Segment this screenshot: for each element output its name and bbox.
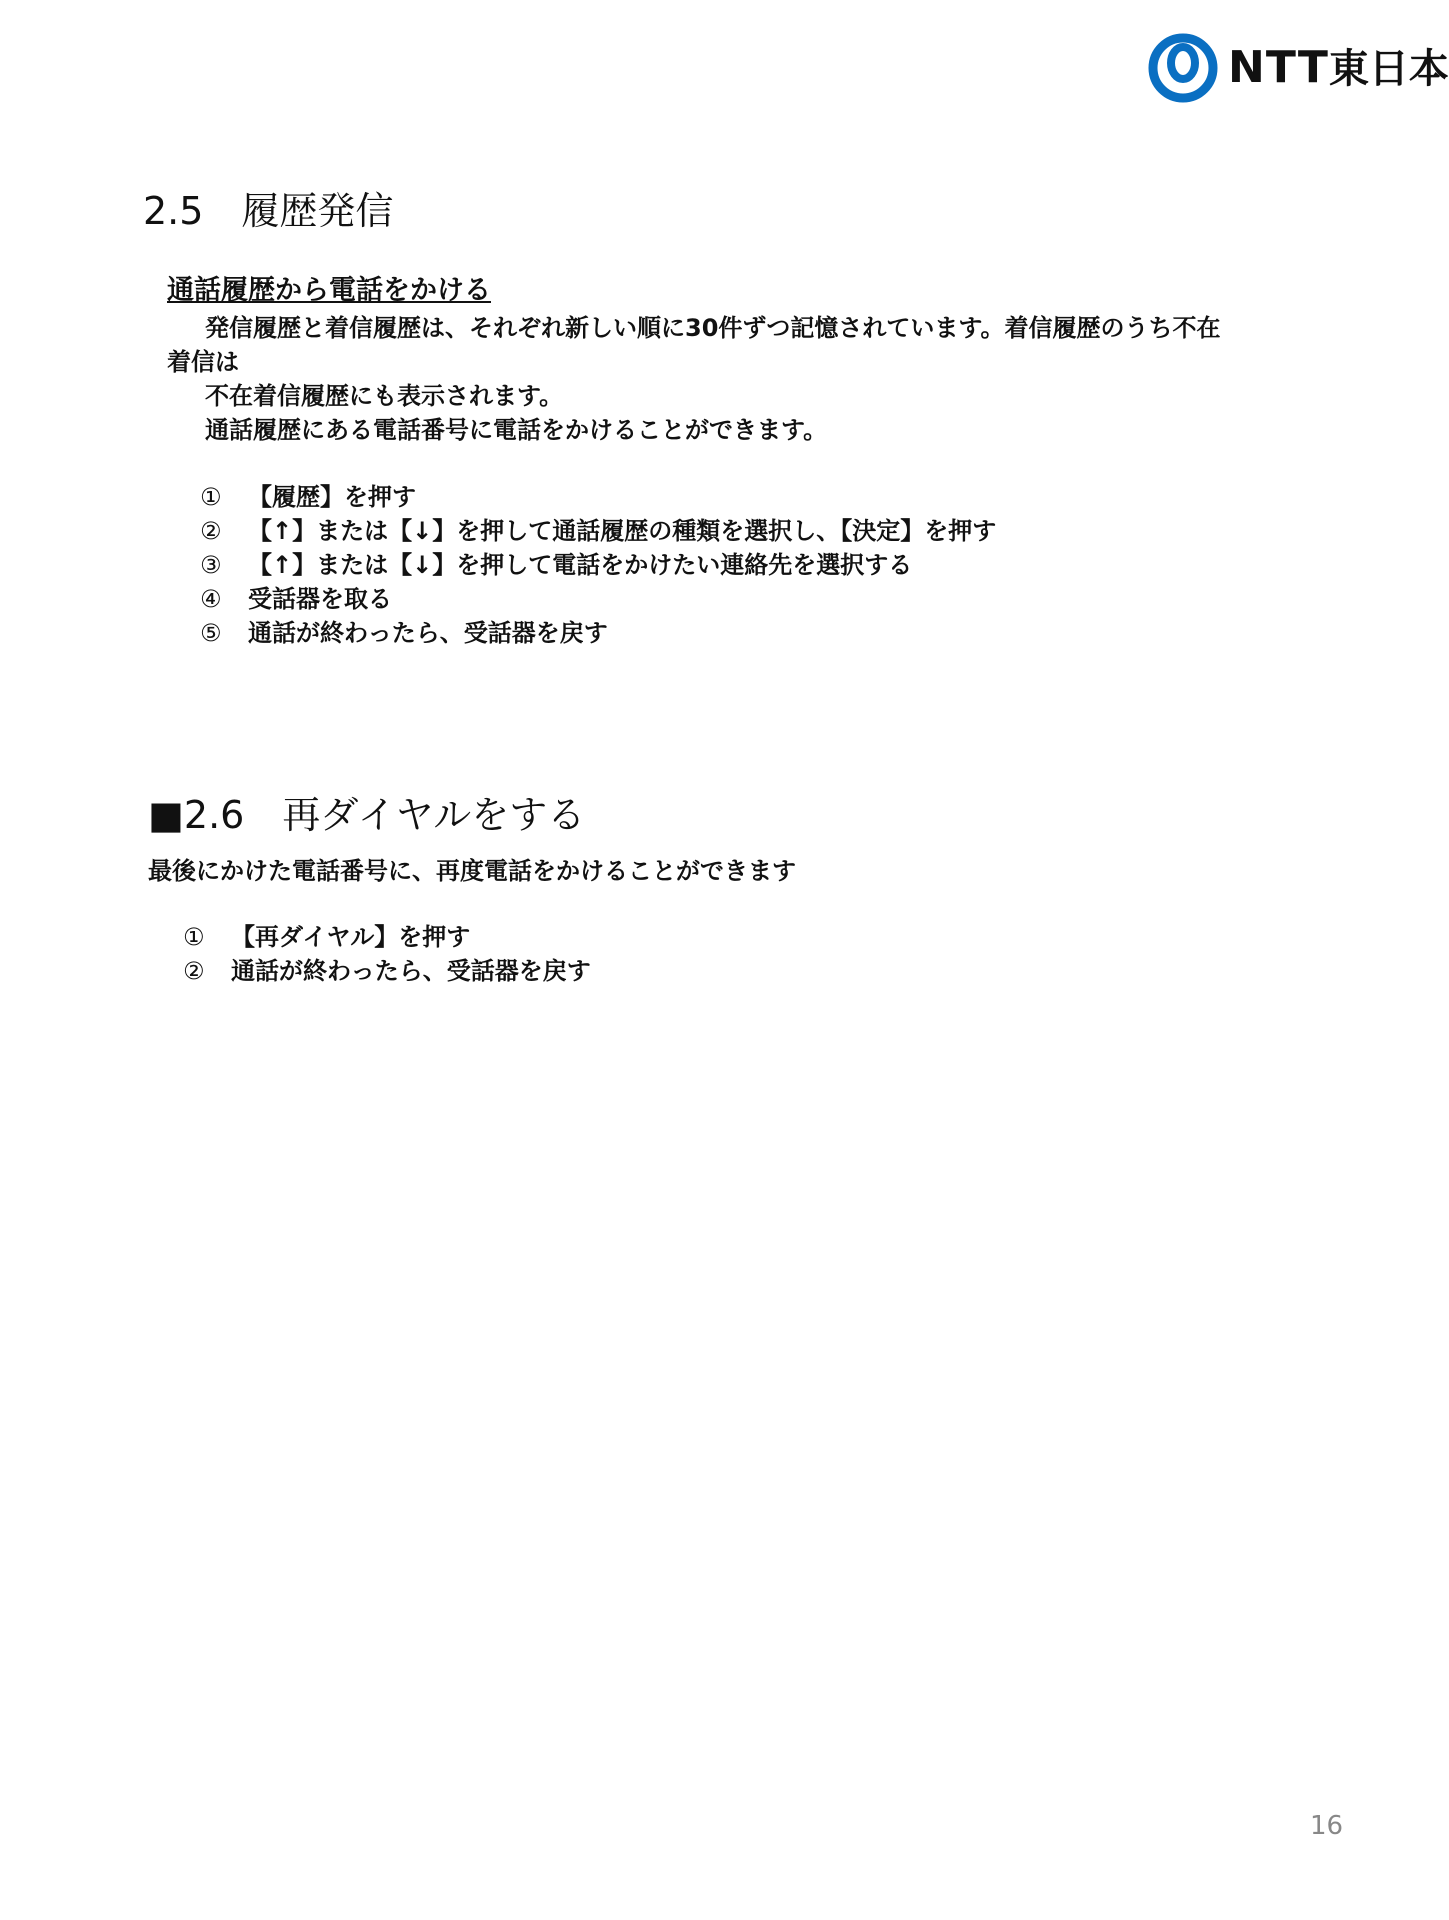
section-2-6-steps (183, 920, 591, 988)
section-2-5-title: 2.5 履歴発信 (143, 189, 394, 233)
step-number: ⑤ (200, 619, 222, 647)
section-2-6-title: ■2.6 再ダイヤルをする (148, 793, 586, 837)
step-number: ① (200, 483, 222, 511)
step-text: 【↑】または【↓】を押して通話履歴の種類を選択し、【決定】を押す (248, 517, 997, 545)
step-number: ③ (200, 551, 222, 579)
paragraph-line-2: 着信は (167, 348, 239, 376)
list-item (200, 548, 996, 582)
step-number: ② (200, 517, 222, 545)
step-number: ④ (200, 585, 222, 613)
logo-wordmark (1228, 43, 1449, 94)
logo-ntt-text: NTT (1228, 42, 1329, 93)
paragraph-line-3: 不在着信履歴にも表示されます。 (205, 382, 564, 410)
section-2-5-steps (200, 480, 996, 650)
step-text: 受話器を取る (248, 585, 392, 613)
paragraph-line-4: 通話履歴にある電話番号に電話をかけることができます。 (205, 416, 828, 444)
section-2-5-subheading: 通話履歴から電話をかける (167, 275, 491, 306)
ntt-east-logo (1148, 33, 1449, 103)
step-text: 【履歴】を押す (248, 483, 416, 511)
list-item (183, 954, 591, 988)
ntt-ring-icon (1148, 33, 1218, 103)
step-text: 通話が終わったら、受話器を戻す (231, 957, 591, 985)
step-text: 【↑】または【↓】を押して電話をかけたい連絡先を選択する (248, 551, 913, 579)
page-number: 16 (1310, 1811, 1344, 1841)
list-item (200, 480, 996, 514)
logo-east-text: 東日本 (1328, 46, 1449, 92)
section-2-6-intro: 最後にかけた電話番号に、再度電話をかけることができます (148, 857, 796, 885)
list-item (183, 920, 591, 954)
paragraph-line-1: 発信履歴と着信履歴は、それぞれ新しい順に30件ずつ記憶されています。着信履歴のうち不在 (205, 314, 1221, 342)
list-item (200, 616, 996, 650)
step-text: 【再ダイヤル】を押す (231, 923, 471, 951)
step-number: ① (183, 923, 205, 951)
step-text: 通話が終わったら、受話器を戻す (248, 619, 608, 647)
step-number: ② (183, 957, 205, 985)
list-item (200, 514, 996, 548)
list-item (200, 582, 996, 616)
